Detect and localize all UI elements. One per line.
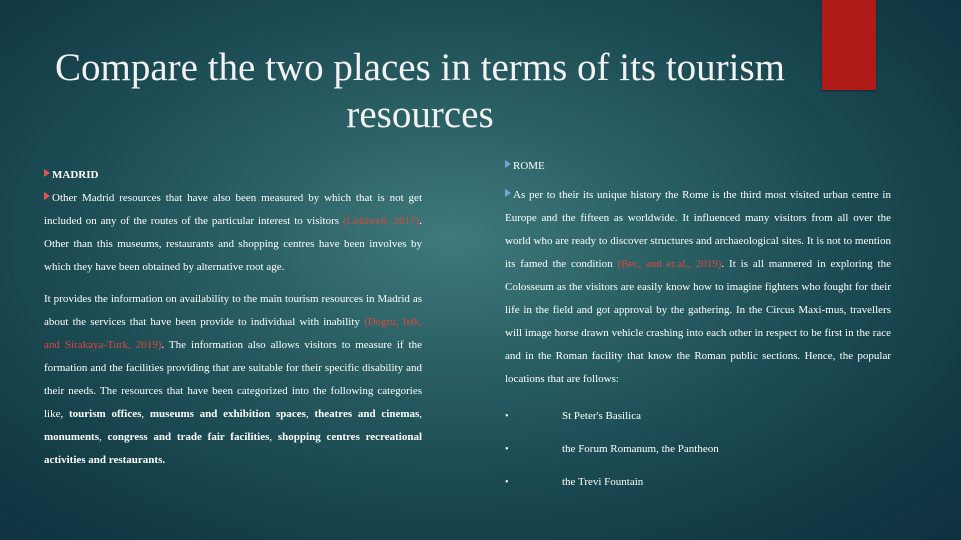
citation: (Bec, and et.al., 2019) (617, 258, 722, 270)
triangle-bullet-icon (505, 189, 511, 197)
bullet-dot-icon: • (505, 444, 509, 455)
citation: (Dogru, Isik, and Sirakaya-Turk, 2019) (44, 316, 422, 351)
category-museums: museums and exhibition spaces (149, 408, 306, 420)
text-run: . It is all mannered in exploring the Colosseum as the visitors are easily know how to imagine fighters who fought for their life in the field and got approval by the gathering. In the Circus Maxi-mus, travellers will image horse drawn vehicle crashing into each other in respect to be first in the race and in the Roman facility that know the Roman public sections. Hence, the popular locations that are follows: (505, 258, 891, 385)
bullet-dot-icon: • (505, 477, 509, 488)
bullet-dot-icon: • (505, 411, 509, 422)
separator: , (141, 408, 150, 420)
separator: , (269, 431, 278, 443)
text-run: . The information also allows visitors to measure if the formation and the facilities providing that are suitable for their specific disability and their needs. The resources that have been categorized into the following categories like, (44, 339, 422, 420)
separator: , (99, 431, 108, 443)
category-theatres: theatres and cinemas (314, 408, 420, 420)
category-congress: congress and trade fair facilities (107, 431, 270, 443)
list-item-text: the Forum Romanum, the Pantheon (562, 443, 719, 455)
rome-paragraph-1 (505, 184, 891, 391)
madrid-paragraph-1 (44, 187, 422, 279)
text-run: Other Madrid resources that have also been measured by which that is not get included on any of the routes of the particular interest to visitors (44, 192, 422, 227)
madrid-column (44, 164, 422, 481)
list-item-text: St Peter's Basilica (562, 410, 641, 422)
category-tourism-offices: tourism offices (69, 408, 142, 420)
list-item (505, 400, 891, 433)
madrid-heading-row (44, 164, 422, 187)
madrid-paragraph-2 (44, 288, 422, 472)
text-run: . Other than this museums, restaurants and shopping centres have been involves by which they have been obtained by alternative root age. (44, 215, 422, 273)
slide-title: Compare the two places in terms of its tourism resources (54, 46, 786, 136)
rome-heading: ROME (513, 160, 545, 172)
madrid-heading: MADRID (52, 169, 99, 181)
triangle-bullet-icon (505, 160, 511, 168)
triangle-bullet-icon (44, 192, 50, 200)
citation: (Coldwell, 2017) (342, 215, 420, 227)
separator: , (419, 408, 423, 420)
separator: , (305, 408, 315, 420)
list-item (505, 433, 891, 466)
accent-bar (822, 0, 876, 90)
text-run: As per to their its unique history the Rome is the third most visited urban centre in Europe and the fifteen as worldwide. It influenced many visitors from all over the world who are ready to discover structures and archaeological sites. It is not to mention its famed the condition (505, 189, 891, 270)
list-item (505, 466, 891, 499)
category-monuments: monuments (44, 431, 100, 443)
rome-locations-list (505, 400, 891, 499)
category-shopping: shopping centres recreational activities and restaurants. (44, 431, 423, 466)
list-item-text: the Trevi Fountain (562, 476, 644, 488)
text-run: It provides the information on availability to the main tourism resources in Madrid as about the services that have been provide to individual with inability (44, 293, 422, 328)
rome-column (505, 155, 891, 499)
rome-heading-row (505, 155, 891, 178)
triangle-bullet-icon (44, 169, 50, 177)
